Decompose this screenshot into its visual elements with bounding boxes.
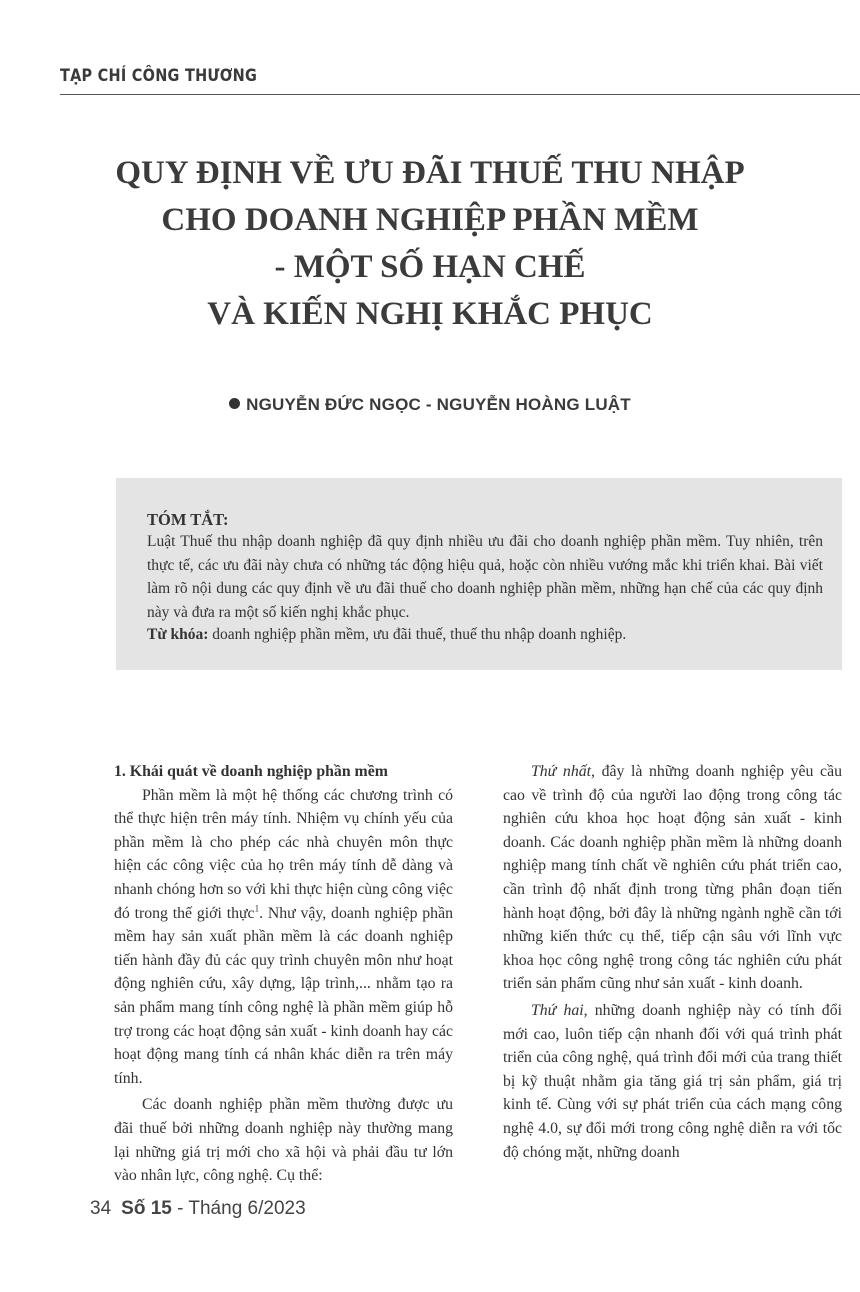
issue-date: - Tháng 6/2023 [171,1198,306,1219]
paragraph-text: đây là những doanh nghiệp yêu cầu cao về trình độ của người lao động trong công tác nghiên cứu khoa học hoạt động sản xuất - kinh doanh. Các doanh nghiệp phần mềm là những doanh nghiệp mang tính chất về nghiên cứu phát triển cao, cần trình độ nhất định trong từng phân đoạn tiến hành hoạt động, bởi đây là những ngành nghề cần tới những kiến thức cụ thể, tiếp cận sâu với lĩnh vực khoa học công nghệ trong công tác nghiên cứu phát triển sản phẩm cũng như sản xuất - kinh doanh. [503,763,842,993]
title-line-3: - MỘT SỐ HẠN CHẾ [274,249,586,285]
keywords-text: doanh nghiệp phần mềm, ưu đãi thuế, thuế thu nhập doanh nghiệp. [208,626,627,643]
paragraph-text: . Như vậy, doanh nghiệp phần mềm hay sản xuất phần mềm là các doanh nghiệp tiến hành đầy đủ các quy trình chuyên môn như hoạt động nghiên cứu, xây dựng, lập trình,... nhằm tạo ra sản phẩm mang tính công nghệ là phần mềm giúp hỗ trợ trong các hoạt động sản xuất - kinh doanh hay các hoạt động mang tính cá nhân khác diễn ra trên máy tính. [114,904,453,1087]
author-names: NGUYỄN ĐỨC NGỌC - NGUYỄN HOÀNG LUẬT [246,395,631,414]
authors [0,395,860,415]
keywords [147,623,823,647]
paragraph [114,784,453,1091]
page-footer [90,1198,306,1220]
keywords-label: Từ khóa: [147,626,209,643]
journal-name: TẠP CHÍ CÔNG THƯƠNG [60,66,258,86]
section-1-heading: 1. Khái quát về doanh nghiệp phần mềm [114,763,388,780]
bullet-dot-icon [229,398,240,409]
title-line-2: CHO DOANH NGHIỆP PHẦN MỀM [161,202,699,238]
title-line-4: VÀ KIẾN NGHỊ KHẮC PHỤC [207,296,653,332]
paragraph: Các doanh nghiệp phần mềm thường được ưu đãi thuế bởi những doanh nghiệp này thường mang lại những giá trị mới cho xã hội và phải đầu tư lớn vào nhân lực, công nghệ. Cụ thể: [114,1096,453,1185]
paragraph-lead: Thứ nhất, [531,763,595,780]
body-column-right [503,760,842,1164]
header-rule [60,94,860,95]
abstract-text: Luật Thuế thu nhập doanh nghiệp đã quy định nhiều ưu đãi cho doanh nghiệp phần mềm. Tuy nhiên, trên thực tế, các ưu đãi này chưa có những tác động hiệu quả, hoặc còn nhiều vướng mắc khi triển khai. Bài viết làm rõ nội dung các quy định về ưu đãi thuế cho doanh nghiệp phần mềm, những hạn chế của các quy định này và đưa ra một số kiến nghị khắc phục. [147,533,823,621]
paragraph-text: những doanh nghiệp này có tính đổi mới cao, luôn tiếp cận nhanh đối với quá trình phát triển của công nghệ, quá trình đổi mới của trang thiết bị kỹ thuật nhằm gia tăng giá trị sản phẩm, giá trị kinh tế. Cùng với sự phát triển của cách mạng công nghệ 4.0, sự đổi mới trong công nghệ diễn ra với tốc độ chóng mặt, những doanh [503,1001,842,1161]
paragraph-lead: Thứ hai, [531,1001,588,1019]
abstract-label: TÓM TẮT: [147,510,229,529]
article-title [80,150,780,338]
body-column-left [114,760,453,1188]
paragraph [503,760,842,996]
issue-number: Số 15 [121,1198,172,1219]
paragraph-text: Phần mềm là một hệ thống các chương trình có thể thực hiện trên máy tính. Nhiệm vụ chính yếu của phần mềm là cho phép các nhà chuyên môn thực hiện các công việc của họ trên máy tính dễ dàng và nhanh chóng hơn so với khi thực hiện cùng công việc đó trong thế giới thực [114,786,453,922]
title-line-1: QUY ĐỊNH VỀ ƯU ĐÃI THUẾ THU NHẬP [115,155,745,191]
page-number: 34 [90,1198,112,1219]
footnote-ref: 1 [254,903,260,914]
paragraph [503,999,842,1164]
